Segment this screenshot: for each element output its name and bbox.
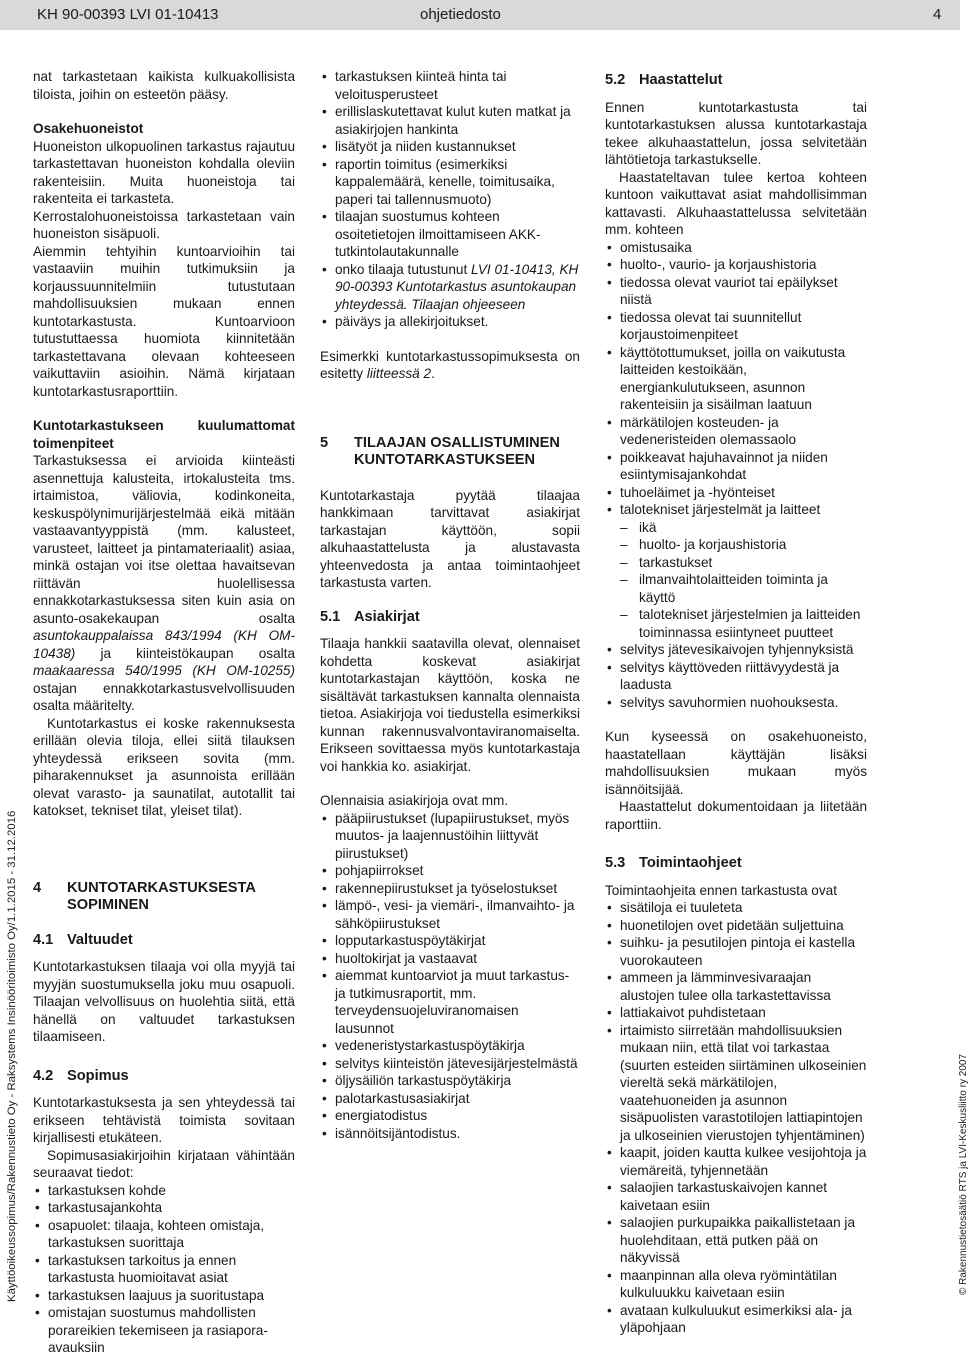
list-item: • poikkeavat hajuhavainnot ja niiden esiintymisajankohdat bbox=[605, 449, 867, 484]
list-item: • osapuolet: tilaaja, kohteen omistaja, tarkastuksen suorittaja bbox=[33, 1217, 295, 1252]
list-item: • ammeen ja lämminvesivaraajan alustojen tulee olla tarkastettavissa bbox=[605, 969, 867, 1004]
paragraph: Haastattelut dokumentoidaan ja liitetään raporttiin. bbox=[605, 799, 867, 832]
list-item: • vedeneristystarkastuspöytäkirja bbox=[320, 1037, 580, 1055]
list-item: • tuhoeläimet ja -hyönteiset bbox=[605, 484, 867, 502]
column-2 bbox=[320, 68, 580, 1142]
document-id: KH 90-00393 LVI 01-10413 bbox=[37, 6, 219, 23]
subheading-kuulumattomat: Kuntotarkastukseen kuulumattomat toimenpiteet bbox=[33, 418, 295, 451]
section-5-1-heading bbox=[320, 609, 580, 627]
section-title: Asiakirjat bbox=[354, 608, 420, 625]
paragraph: Sopimusasiakirjoihin kirjataan vähintään seuraavat tiedot: bbox=[33, 1147, 295, 1180]
list-item: • tarkastuksen kohde bbox=[33, 1182, 295, 1200]
sub-list-item: – talotekniset järjestelmien ja laitteiden toiminnassa esiintyneet puutteet bbox=[605, 606, 867, 641]
section-number: 4.1 bbox=[33, 931, 54, 948]
paragraph: Kuntotarkastuksesta ja sen yhteydessä tai erikseen tehtävistä toimista sovitaan kirjallisesti etukäteen. bbox=[33, 1095, 295, 1145]
contract-items-list-cont bbox=[320, 68, 580, 331]
column-1 bbox=[33, 68, 295, 1357]
section-number: 5.2 bbox=[605, 72, 626, 88]
appendix-reference: liitteessä 2 bbox=[366, 366, 432, 381]
list-item: • tarkastusajankohta bbox=[33, 1199, 295, 1217]
paragraph: Ennen kuntotarkastusta tai kuntotarkastuksen alussa kuntotarkastaja tekee alkuhaastattelun, jossa selvitetään lähtötietoja tarkastukselle. bbox=[605, 99, 867, 167]
section-title: Sopimus bbox=[67, 1067, 129, 1084]
list-item: • märkätilojen kosteuden- ja vedeneristeiden olemassaolo bbox=[605, 414, 867, 449]
page-header bbox=[0, 0, 960, 30]
paragraph: Haastateltavan tulee kertoa kohteen kuntoon vaikuttavat asiat mahdollisimman kattavasti. Alkuhaastattelussa selvitetään mm. kohteen bbox=[605, 169, 867, 237]
section-number: 5.1 bbox=[320, 608, 341, 625]
list-item: • aiemmat kuntoarviot ja muut tarkastus- ja tutkimusraportit, mm. terveydensuojeluviranomaisen lausunnot bbox=[320, 967, 580, 1037]
section-number: 4.2 bbox=[33, 1067, 54, 1084]
text: Esimerkki kuntotarkastussopimuksesta on esitetty bbox=[320, 348, 580, 381]
list-item: • salaojien purkupaikka paikallistetaan ja huolehditaan, että putken pää on näkyvissä bbox=[605, 1214, 867, 1267]
interview-topics-list bbox=[605, 239, 867, 712]
contract-items-list bbox=[33, 1182, 295, 1357]
list-item: • kaapit, joiden kautta kulkee vesijohtoja ja viemäreitä, tyhjennetään bbox=[605, 1144, 867, 1179]
list-item: • päiväys ja allekirjoitukset. bbox=[320, 313, 580, 331]
section-title: Toimintaohjeet bbox=[639, 855, 742, 871]
paragraph: Kuntotarkastus ei koske rakennuksesta erillään olevia tiloja, ellei siitä tilauksen yhteydessä erikseen sovita (mm. piharakennukset ja asunnoista erillään olevat varasto- ja saunatilat, autotallit tai katokset, tekniset tilat, yleiset tilat). bbox=[33, 715, 295, 818]
paragraph: Aiemmin tehtyihin kuntoarvioihin tai vastaaviin muihin tutkimuksiin ja korjaussuunnitelmiin tutustutaan mahdollisuuksien mukaan ennen kuntotarkastusta. Kuntoarvioon tutustuttaessa huomiota kiinnitetään tarkastettavana olevaan kohteeseen vaikuttaviin asioihin. Nämä kirjataan kuntotarkastusraporttiin. bbox=[33, 243, 295, 399]
list-item: • sisätiloja ei tuuleteta bbox=[605, 899, 867, 917]
text: Tarkastuksessa ei arvioida kiinteästi asennettuja kalusteita, irtokalusteita tms. irtaimistoa, väliovia, kodinkoneita, keskuspölynimurijärjestelmää eikä mitään vastaavantyyppistä (mm. kalusteet, varusteet, laitteet ja pintamateriaalit) asiaa, minkä ostajan voi itse olettaa havaitsevan riittävän huolellisessa ennakkotarkastuksessa siten kuin asia on asunto-osakekaupan osalta bbox=[33, 453, 295, 626]
list-item: • suihku- ja pesutilojen pintoja ei kastella vuorokauteen bbox=[605, 934, 867, 969]
guide-reference: LVI 01-10413, KH 90-00393 Kuntotarkastus asuntokaupan yhteydessä. Tilaajan ohjeeseen bbox=[335, 261, 579, 312]
section-5-3-heading bbox=[605, 855, 867, 873]
list-item: • rakennepiirustukset ja työselostukset bbox=[320, 880, 580, 898]
paragraph: Kerrostalohuoneistoissa tarkastetaan vain huoneiston sisäpuoli. bbox=[33, 208, 295, 241]
text: . bbox=[431, 366, 435, 381]
paragraph: Toimintaohjeita ennen tarkastusta ovat bbox=[605, 882, 837, 898]
paragraph bbox=[320, 348, 580, 383]
list-item: • pohjapiirrokset bbox=[320, 862, 580, 880]
column-3 bbox=[605, 68, 867, 1337]
list-item: • erillislaskutettavat kulut kuten matkat ja asiakirjojen hankinta bbox=[320, 103, 580, 138]
list-item: • palotarkastusasiakirjat bbox=[320, 1090, 580, 1108]
list-item: • pääpiirustukset (lupapiirustukset, myös muutos- ja laajennustöihin liittyvät piirustukset) bbox=[320, 810, 580, 863]
list-item: • tiedossa olevat vauriot tai epäilykset niistä bbox=[605, 274, 867, 309]
instructions-list bbox=[605, 899, 867, 1337]
sub-list-item: – ikä bbox=[605, 519, 867, 537]
list-item bbox=[320, 261, 580, 314]
list-item: • lämpö-, vesi- ja viemäri-, ilmanvaihto- ja sähköpiirustukset bbox=[320, 897, 580, 932]
list-item: • öljysäiliön tarkastuspöytäkirja bbox=[320, 1072, 580, 1090]
page-number: 4 bbox=[933, 6, 942, 23]
list-item: • huolto-, vaurio- ja korjaushistoria bbox=[605, 256, 867, 274]
list-item: • selvitys savuhormien nuohouksesta. bbox=[605, 694, 867, 712]
section-number: 5 bbox=[320, 434, 329, 451]
section-4-1-heading bbox=[33, 932, 295, 950]
list-item: • huoltokirjat ja vastaavat bbox=[320, 950, 580, 968]
list-item: • käyttötottumukset, joilla on vaikutusta laitteiden kestoikään, energiankulutukseen, asunnon rakenteisiin ja sisäilman laatuun bbox=[605, 344, 867, 414]
list-item: • maanpinnan alla oleva ryömintätilan kulkuluukku kaivetaan esiin bbox=[605, 1267, 867, 1302]
list-item: • tiedossa olevat tai suunnitellut korjaustoimenpiteet bbox=[605, 309, 867, 344]
paragraph: Huoneiston ulkopuolinen tarkastus rajautuu tarkastettavan huoneiston kohdalla oleviin rakenteisiin. Muita huoneistoja tai rakenteita ei tarkasteta. bbox=[33, 138, 295, 206]
section-number: 5.3 bbox=[605, 855, 626, 871]
list-item: • tarkastuksen kiinteä hinta tai veloitusperusteet bbox=[320, 68, 580, 103]
list-item: • irtaimisto siirretään mahdollisuuksien mukaan niin, että tilat voi tarkastaa (suurten esteiden siirtäminen ulkoseinien viereltä sekä märkätilojen, vaatehuoneiden ja asunnon sisäpuolisten varastotilojen lattiapintojen ja ulkoseinien vierustojen tyhjentäminen) bbox=[605, 1022, 867, 1145]
list-item: • talotekniset järjestelmät ja laitteet bbox=[605, 501, 867, 519]
list-item: • isännöitsijäntodistus. bbox=[320, 1125, 580, 1143]
list-item: • tarkastuksen tarkoitus ja ennen tarkastusta huomioitavat asiat bbox=[33, 1252, 295, 1287]
list-item: • selvitys käyttöveden riittävyydestä ja laadusta bbox=[605, 659, 867, 694]
list-item: • selvitys jätevesikaivojen tyhjennyksistä bbox=[605, 641, 867, 659]
license-note: Käyttöoikeussopimus/Rakennustieto Oy - Raksystems Insinööritoimisto Oy/1.1.2015 - 31.12.2016 bbox=[6, 810, 18, 1302]
section-4-2-heading bbox=[33, 1068, 295, 1086]
copyright-note: © Rakennustietosäätiö RTS ja LVI-Keskusliitto ry 2007 bbox=[958, 1053, 969, 1295]
list-item: • lattiakaivot puhdistetaan bbox=[605, 1004, 867, 1022]
paragraph: Kuntotarkastaja pyytää tilaajaa hankkimaan tarvittavat asiakirjat tarkastajan käyttöön, sopii alkuhaastattelusta ja alustavasta yhteenvedosta ja antaa toimintaohjeet tarkastusta varten. bbox=[320, 487, 580, 590]
subheading-osakehuoneistot: Osakehuoneistot bbox=[33, 121, 144, 136]
sub-list-item: – ilmanvaihtolaitteiden toiminta ja käyttö bbox=[605, 571, 867, 606]
list-item: • omistajan suostumus mahdollisten porareikien tekemiseen ja rasiapora-avauksiin bbox=[33, 1304, 295, 1357]
paragraph: Kuntotarkastuksen tilaaja voi olla myyjä tai myyjän suostumuksella joku muu osapuoli. Tilaajan velvollisuus on huolehtia siitä, että hänellä on valtuudet tarkastuksen tilaamiseen. bbox=[33, 959, 295, 1044]
list-item: • lopputarkastuspöytäkirjat bbox=[320, 932, 580, 950]
section-number: 4 bbox=[33, 879, 42, 896]
list-item: • tilaajan suostumus kohteen osoitetietojen ilmoittamiseen AKK-tutkintolautakunnalle bbox=[320, 208, 580, 261]
text: ostajan ennakkotarkastusvelvollisuuden osalta määritelty. bbox=[33, 680, 295, 713]
section-title: KUNTOTARKASTUKSESTA SOPIMINEN bbox=[67, 879, 256, 913]
section-title: Haastattelut bbox=[639, 72, 723, 88]
list-item: • selvitys kiinteistön jätevesijärjestelmästä bbox=[320, 1055, 580, 1073]
list-item: • tarkastuksen laajuus ja suoritustapa bbox=[33, 1287, 295, 1305]
paragraph: Olennaisia asiakirjoja ovat mm. bbox=[320, 793, 509, 808]
sub-list-item: – huolto- ja korjaushistoria bbox=[605, 536, 867, 554]
law-reference: maakaaressa 540/1995 (KH OM-10255) bbox=[33, 663, 295, 678]
section-5-2-heading bbox=[605, 72, 867, 90]
text: ja kiinteistökaupan osalta bbox=[75, 645, 295, 661]
list-item: • huonetilojen ovet pidetään suljettuina bbox=[605, 917, 867, 935]
section-title: TILAAJAN OSALLISTUMINEN KUNTOTARKASTUKSEEN bbox=[354, 434, 560, 468]
text: onko tilaaja tutustunut bbox=[335, 261, 472, 277]
list-item: • raportin toimitus (esimerkiksi kappalemäärä, kenelle, toimitusaika, paperi tai tallennusmuoto) bbox=[320, 156, 580, 209]
section-4-heading bbox=[33, 880, 295, 915]
paragraph bbox=[33, 452, 295, 715]
sub-list-item: – tarkastukset bbox=[605, 554, 867, 572]
paragraph: Tilaaja hankkii saatavilla olevat, olennaiset kohdetta koskevat asiakirjat kuntotarkastajan käyttöön, koska ne sisältävät tarkastuksen kannalta olennaista tietoa. Asiakirjoja voi tiedustella esimerkiksi kunnan rakennusvalvontaviranomaiselta. Erikseen sovittaessa myös kuntotarkastaja voi hankkia ko. asiakirjat. bbox=[320, 636, 580, 774]
section-5-heading bbox=[320, 435, 580, 470]
list-item: • lisätyöt ja niiden kustannukset bbox=[320, 138, 580, 156]
paragraph: Kun kyseessä on osakehuoneisto, haastatellaan käyttäjän lisäksi mahdollisuuksien mukaan myös isännöitsijää. bbox=[605, 729, 867, 797]
document-type: ohjetiedosto bbox=[420, 6, 501, 23]
section-title: Valtuudet bbox=[67, 931, 133, 948]
list-item: • energiatodistus bbox=[320, 1107, 580, 1125]
documents-list bbox=[320, 810, 580, 1143]
list-item: • salaojien tarkastuskaivojen kannet kaivetaan esiin bbox=[605, 1179, 867, 1214]
law-reference: asuntokauppalaissa 843/1994 (KH OM-10438) bbox=[33, 628, 295, 661]
list-item: • avataan kulkuluukut esimerkiksi ala- ja yläpohjaan bbox=[605, 1302, 867, 1337]
paragraph: nat tarkastetaan kaikista kulkuakollisista tiloista, joihin on esteetön pääsy. bbox=[33, 69, 295, 102]
list-item: • omistusaika bbox=[605, 239, 867, 257]
